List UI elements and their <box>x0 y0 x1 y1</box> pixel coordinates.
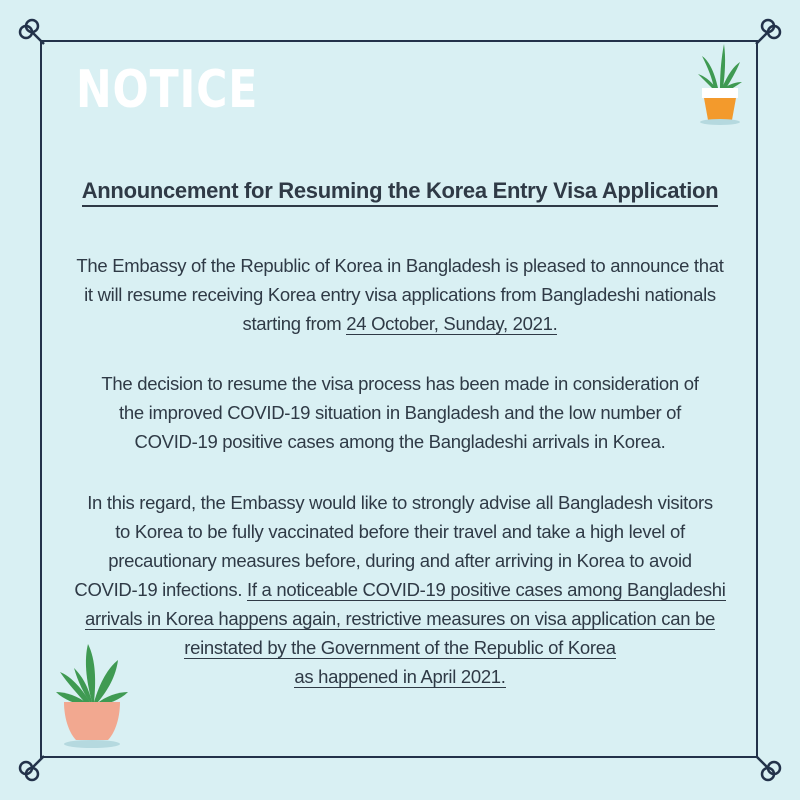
start-date-prefix: starting from <box>242 313 347 334</box>
paragraph-3-line-7 <box>50 662 750 691</box>
paragraph-3-line-5-text: arrivals in Korea happens again, restrictive measures on visa application can be <box>84 608 716 629</box>
paragraph-3-line-2: to Korea to be fully vaccinated before their travel and take a high level of <box>115 521 685 542</box>
corner-flourish-icon <box>14 750 50 786</box>
paragraph-1 <box>50 251 750 338</box>
paragraph-2 <box>50 369 750 456</box>
paragraph-2-line-2: the improved COVID-19 situation in Bangladesh and the low number of <box>119 402 681 423</box>
paragraph-3 <box>50 488 750 691</box>
paragraph-3-line-6-text: reinstated by the Government of the Republic of Korea <box>184 637 616 658</box>
headline-part-2: the Korea Entry Visa Application <box>382 178 718 207</box>
notice-title: NOTICE <box>76 60 259 120</box>
paragraph-2-line-3: COVID-19 positive cases among the Bangladeshi arrivals in Korea. <box>134 431 666 452</box>
paragraph-1-line-2: it will resume receiving Korea entry visa applications from Bangladeshi nationals <box>84 284 716 305</box>
paragraph-1-line-1: The Embassy of the Republic of Korea in Bangladesh is pleased to announce that <box>76 255 724 276</box>
paragraph-3-line-5 <box>50 604 750 633</box>
paragraph-2-line-1: The decision to resume the visa process has been made in consideration of <box>101 373 699 394</box>
corner-flourish-icon <box>750 14 786 50</box>
paragraph-3-line-6 <box>50 633 750 662</box>
paragraph-3-line-4-plain: COVID-19 infections. <box>74 579 248 600</box>
paragraph-3-line-3: precautionary measures before, during and after arriving in Korea to avoid <box>108 550 692 571</box>
paragraph-1-line-3 <box>50 309 750 338</box>
paragraph-3-line-7-text: as happened in April 2021. <box>294 666 506 687</box>
paragraph-3-line-4-underlined: If a noticeable COVID-19 positive cases among Bangladeshi <box>247 579 726 600</box>
headline-part-1: Announcement for Resuming <box>82 178 383 207</box>
potted-plant-icon <box>694 40 746 126</box>
corner-flourish-icon <box>750 750 786 786</box>
announcement-headline <box>0 178 800 204</box>
paragraph-3-line-4 <box>50 575 750 604</box>
corner-flourish-icon <box>14 14 50 50</box>
start-date: 24 October, Sunday, 2021. <box>346 313 558 334</box>
paragraph-3-line-1: In this regard, the Embassy would like to strongly advise all Bangladesh visitors <box>87 492 713 513</box>
